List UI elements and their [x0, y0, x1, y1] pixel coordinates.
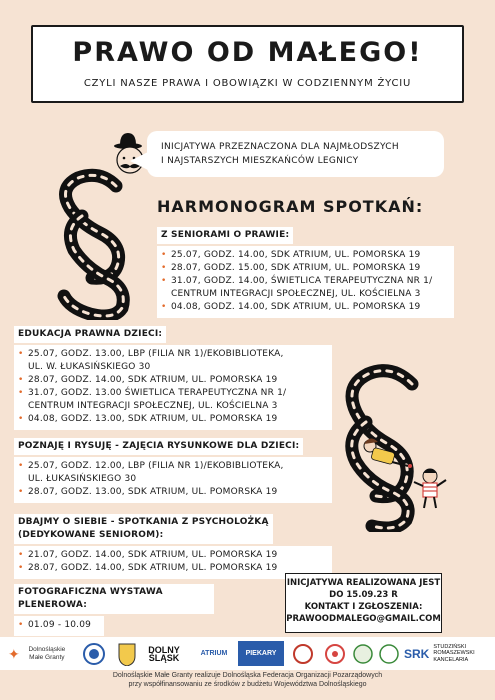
psychologist-section: [14, 514, 332, 579]
footer-line-1: Dolnośląskie Małe Granty realizuje Dolnośląska Federacja Organizacji Pozarządowych: [112, 672, 383, 679]
psychologist-heading: DBAJMY O SIEBIE - SPOTKANIA Z PSYCHOLOŻKĄ (DEDYKOWANE SENIOROM):: [14, 514, 273, 544]
exhibition-section: [14, 584, 214, 636]
list-item: • 21.07, GODZ. 14.00, SDK ATRIUM, UL. POMORSKA 19: [18, 549, 328, 562]
sponsor-logos: [0, 637, 495, 670]
logo-round-emblem-1: [80, 641, 108, 666]
list-item: • 28.07, GODZ. 13.00, SDK ATRIUM, UL. POMORSKA 19: [18, 486, 328, 499]
page-title: PRAWO OD MAŁEGO!: [72, 37, 423, 68]
bubble-line-2: I NAJSTARSZYCH MIESZKAŃCÓW LEGNICY: [161, 156, 359, 166]
logo-dolny-slask: DOLNY ŚLĄSK: [148, 644, 180, 663]
list-item: • 28.07, GODZ. 14.00, SDK ATRIUM, UL. POMORSKA 19: [18, 374, 328, 387]
logo-round-emblem-2: [290, 641, 316, 666]
list-item: • 04.08, GODZ. 14.00, SDK ATRIUM, UL. POMORSKA 19: [161, 301, 450, 314]
contact-email[interactable]: PRAWOODMALEGO@GMAIL.COM: [286, 614, 441, 624]
list-item: • 28.07, GODZ. 15.00, SDK ATRIUM, UL. POMORSKA 19: [161, 262, 450, 275]
drawing-list: [14, 457, 332, 503]
contact-line-1: INICJATYWA REALIZOWANA JEST: [286, 578, 441, 588]
seniors-list: [157, 246, 454, 318]
footer-line-2: przy współfinansowaniu ze środków z budżetu Województwa Dolnośląskiego: [128, 680, 367, 688]
speech-bubble-tail: [130, 152, 148, 170]
speech-bubble: [147, 131, 444, 177]
logo-coat-of-arms: [114, 641, 140, 666]
contact-line-2: DO 15.09.23 R: [329, 590, 398, 600]
seniors-heading: Z SENIORAMI O PRAWIE:: [157, 227, 293, 244]
logo-male-granty: ✦ Dolnośląskie Małe Granty: [8, 645, 66, 662]
list-item: • 25.07, GODZ. 13.00, LBP (FILIA NR 1)/EKOBIBLIOTEKA, UL. W. ŁUKASIŃSKIEGO 30: [18, 348, 328, 374]
exhibition-list: [14, 616, 104, 636]
list-item: • 28.07, GODZ. 14.00, SDK ATRIUM, UL. POMORSKA 19: [18, 562, 328, 575]
logo-round-emblem-5: [376, 641, 402, 666]
list-item: • 25.07, GODZ. 14.00, SDK ATRIUM, UL. POMORSKA 19: [161, 249, 450, 262]
schedule-title: HARMONOGRAM SPOTKAŃ:: [157, 197, 424, 216]
bubble-line-1: INICJATYWA PRZEZNACZONA DLA NAJMŁODSZYCH: [161, 142, 399, 152]
logo-atrium: ATRIUM: [200, 649, 228, 657]
exhibition-heading: FOTOGRAFICZNA WYSTAWA PLENEROWA:: [14, 584, 214, 614]
drawing-heading: POZNAJĘ I RYSUJĘ - ZAJĘCIA RYSUNKOWE DLA DZIECI:: [14, 438, 303, 455]
list-item: • 01.09 - 10.09: [18, 619, 100, 632]
title-box: [31, 25, 464, 103]
list-item: • 31.07, GODZ. 14.00, ŚWIETLICA TERAPEUTYCZNA NR 1/ CENTRUM INTEGRACJI SPOŁECZNEJ, UL. KOŚCIELNA 3: [161, 275, 450, 301]
list-item: • 31.07, GODZ. 13.00 ŚWIETLICA TERAPEUTYCZNA NR 1/ CENTRUM INTEGRACJI SPOŁECZNEJ, UL. KOŚCIELNA 3: [18, 387, 328, 413]
footer-note: [0, 672, 495, 689]
contact-box: [285, 573, 442, 633]
paragraph-kids-illustration: [330, 362, 470, 532]
drawing-section: [14, 438, 332, 503]
page-subtitle: CZYLI NASZE PRAWA I OBOWIĄZKI W CODZIENNYM ŻYCIU: [83, 78, 412, 89]
seniors-section: [157, 227, 454, 318]
logo-round-emblem-4: [350, 641, 376, 666]
logo-piekary: PIEKARY: [238, 641, 284, 666]
kids-law-list: [14, 345, 332, 430]
kids-law-section: [14, 326, 332, 430]
kids-law-heading: EDUKACJA PRAWNA DZIECI:: [14, 326, 166, 343]
list-item: • 04.08, GODZ. 13.00, SDK ATRIUM, UL. POMORSKA 19: [18, 413, 328, 426]
list-item: • 25.07, GODZ. 12.00, LBP (FILIA NR 1)/EKOBIBLIOTEKA, UL. ŁUKASIŃSKIEGO 30: [18, 460, 328, 486]
logo-srk: SRK STUDZIŃSKI ROMASZEWSKI KANCELARIA: [404, 643, 475, 663]
contact-line-3: KONTAKT I ZGŁOSZENIA:: [304, 602, 423, 612]
logo-round-emblem-3: [322, 641, 348, 666]
